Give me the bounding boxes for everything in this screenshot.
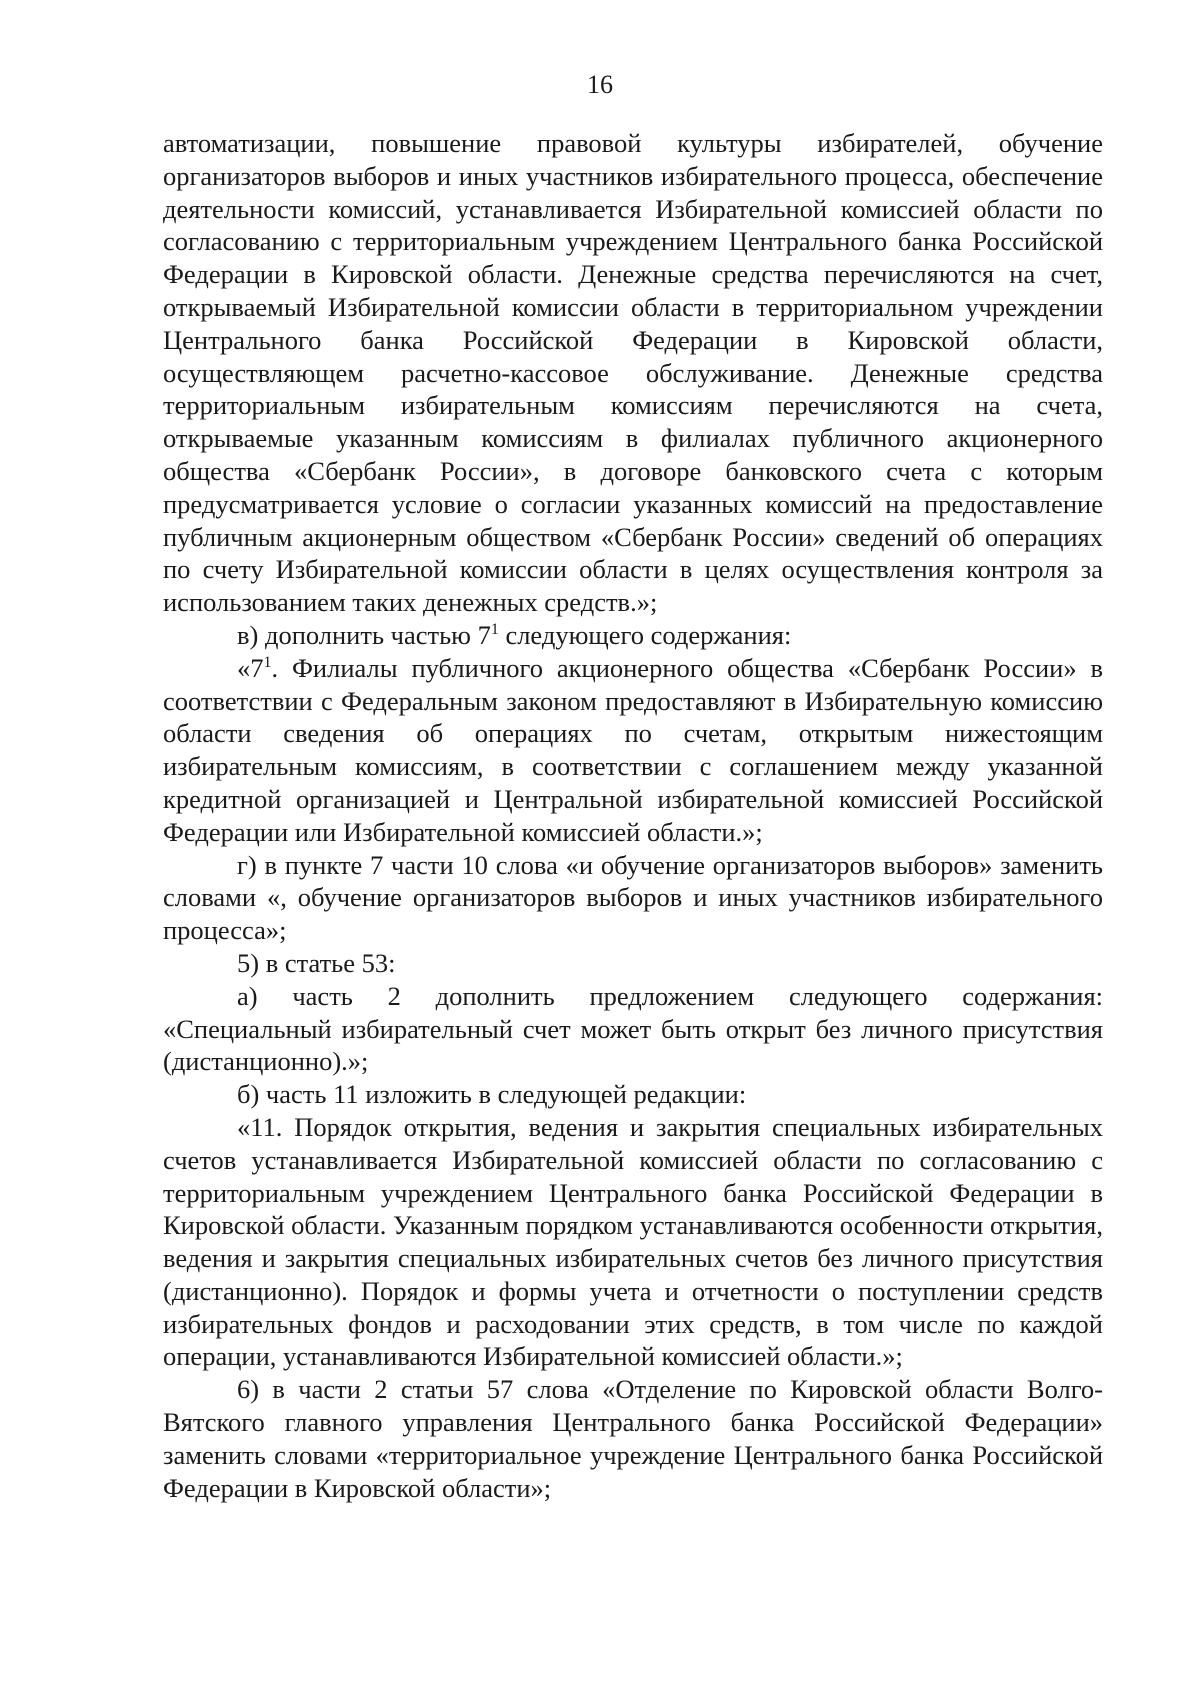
paragraph-item-b: б) часть 11 изложить в следующей редакции: [237,1079,747,1110]
document-body [163,127,1103,1504]
paragraph-item-5: 5) в статье 53: [237,947,396,978]
page-number: 16 [587,70,613,99]
paragraph-part-11: «11. Порядок открытия, ведения и закрытия специальных избирательных счетов устанавливается Избирательной комиссией области по согласованию с территориальным учреждением Центрального банка Российской Федерации в Кировской области. Указанным порядком устанавливаются особенности открытия, ведения и закрытия специальных избирательных счетов без личного присутствия (дистанционно). Порядок и формы учета и отчетности о поступлении средств избирательных фондов и расходовании этих средств, в том числе по каждой операции, устанавливаются Избирательной комиссией области.»; [163,1111,1103,1372]
paragraph-item-v: в) дополнить частью $7^1$ следующего содержания: [237,619,792,650]
paragraph-item-g: г) в пункте 7 части 10 слова «и обучение организаторов выборов» заменить словами «, обучение организаторов выборов и иных участников избирательного процесса»; [163,849,1103,946]
paragraph-item-6: 6) в части 2 статьи 57 слова «Отделение по Кировской области Волго-Вятского главного управления Центрального банка Российской Федерации» заменить словами «территориальное учреждение Центрального банка Российской Федерации в Кировской области»; [163,1374,1103,1503]
paragraph-continuation: автоматизации, повышение правовой культуры избирателей, обучение организаторов выборов и иных участников избирательного процесса, обеспечение деятельности комиссий, устанавливается Избирательной комиссией области по согласованию с территориальным учреждением Центрального банка Российской Федерации в Кировской области. Денежные средства перечисляются на счет, открываемый Избирательной комиссии области в территориальном учреждении Центрального банка Российской Федерации в Кировской области, осуществляющем расчетно-кассовое обслуживание. Денежные средства территориальным избирательным комиссиям перечисляются на счета, открываемые указанным комиссиям в филиалах публичного акционерного общества «Сбербанк России», в договоре банковского счета с которым предусматривается условие о согласии указанных комиссий на предоставление публичным акционерным обществом «Сбербанк России» сведений об операциях по счету Избирательной комиссии области в целях осуществления контроля за использованием таких денежных средств.»; [163,128,1103,618]
paragraph-part-7-1: «$7^1$. Филиалы публичного акционерного общества «Сбербанк России» в соответствии с Федеральным законом предоставляют в Избирательную комиссию области сведения об операциях по счетам, открытым нижестоящим избирательным комиссиям, в соответствии с соглашением между указанной кредитной организацией и Центральной избирательной комиссией Российской Федерации или Избирательной комиссией области.»; [163,652,1103,847]
paragraph-item-a: а) часть 2 дополнить предложением следующего содержания: «Специальный избирательный счет может быть открыт без личного присутствия (дистанционно).»; [163,980,1103,1077]
